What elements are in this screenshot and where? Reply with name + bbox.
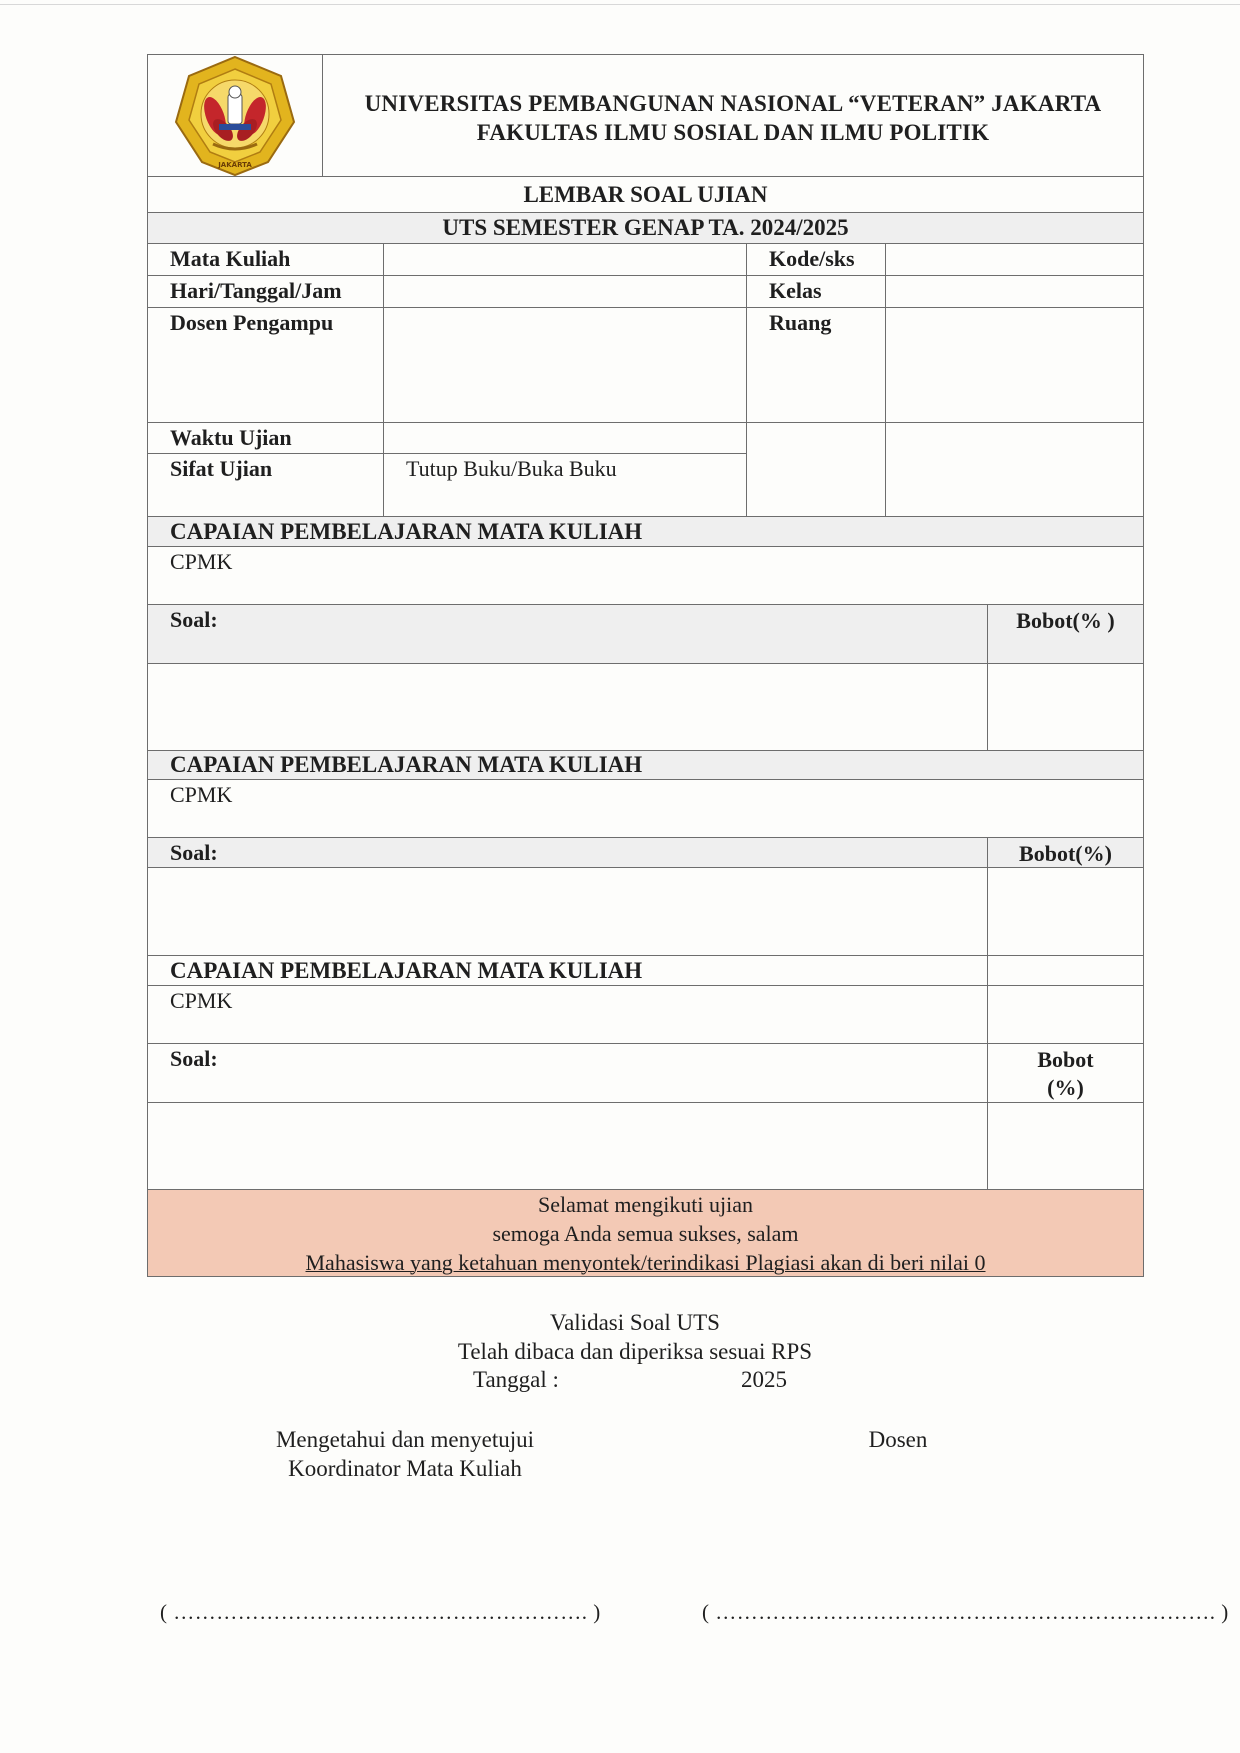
kelas-label: Kelas — [747, 276, 886, 307]
cpmk-label: CPMK — [170, 549, 233, 574]
closing-line-2: semoga Anda semua sukses, salam — [492, 1220, 799, 1246]
blank-cell — [988, 986, 1143, 1043]
soal-answer-area[interactable] — [148, 1103, 988, 1189]
kelas-value[interactable] — [886, 276, 1143, 307]
hari-tanggal-jam-value[interactable] — [384, 276, 747, 307]
soal-answer-area[interactable] — [148, 868, 988, 955]
section-title-text: CAPAIAN PEMBELAJARAN MATA KULIAH — [170, 518, 643, 544]
left-signature-label — [250, 1425, 560, 1483]
form-title-row — [148, 177, 1143, 213]
blank-cell-2 — [886, 423, 1143, 516]
bobot-label: Bobot (%) — [1037, 1047, 1094, 1100]
header-title-cell — [323, 55, 1143, 176]
right-signature-blank: ( ……………………………………………………………. ) — [702, 1600, 1229, 1624]
university-name: UNIVERSITAS PEMBANGUNAN NASIONAL “VETERAN” JAKARTA — [364, 90, 1102, 116]
info-row-hari — [148, 276, 1143, 308]
waktu-sifat-labels — [148, 423, 384, 516]
bobot-label: Bobot(% ) — [1016, 608, 1115, 633]
svg-text:JAKARTA: JAKARTA — [218, 160, 252, 169]
left-signature-blank: ( …………………………………………………. ) — [160, 1600, 601, 1624]
page-top-rule — [0, 4, 1240, 5]
kode-sks-value[interactable] — [886, 244, 1143, 275]
bobot-value[interactable] — [988, 868, 1143, 955]
info-row-waktu-sifat — [148, 423, 1143, 517]
plagiarism-warning: Mahasiswa yang ketahuan menyontek/terindikasi Plagiasi akan di beri nilai 0 — [305, 1249, 986, 1275]
soal-body-row-2 — [148, 868, 1143, 956]
waktu-sifat-values — [384, 423, 747, 516]
soal-header-row-1 — [148, 605, 1143, 664]
bobot-label: Bobot(%) — [1019, 841, 1112, 866]
cpmk-section-title-1 — [148, 517, 1143, 547]
ruang-label: Ruang — [747, 308, 886, 422]
kode-sks-label: Kode/sks — [747, 244, 886, 275]
soal-label: Soal: — [148, 838, 988, 867]
logo-cell — [148, 55, 323, 176]
cpmk-section-title-3 — [148, 956, 1143, 986]
left-signature-line-2: Koordinator Mata Kuliah — [288, 1456, 522, 1481]
university-seal-icon — [173, 54, 297, 178]
tanggal-label: Tanggal : — [473, 1367, 559, 1392]
faculty-name: FAKULTAS ILMU SOSIAL DAN ILMU POLITIK — [476, 119, 990, 145]
soal-header-row-3 — [148, 1044, 1143, 1103]
exam-form — [147, 54, 1144, 1277]
blank-cell — [988, 956, 1143, 985]
cpmk-row-3 — [148, 986, 1143, 1044]
closing-line-1: Selamat mengikuti ujian — [537, 1191, 754, 1217]
soal-body-row-1 — [148, 664, 1143, 751]
dosen-pengampu-label: Dosen Pengampu — [148, 308, 384, 422]
sifat-ujian-label: Sifat Ujian — [170, 456, 273, 481]
bobot-value[interactable] — [988, 1103, 1143, 1189]
cpmk-label: CPMK — [148, 986, 988, 1043]
closing-message — [148, 1190, 1143, 1276]
cpmk-label: CPMK — [170, 782, 233, 807]
validation-subtitle: Telah dibaca dan diperiksa sesuai RPS — [457, 1339, 813, 1364]
info-row-dosen — [148, 308, 1143, 423]
hari-tanggal-jam-label: Hari/Tanggal/Jam — [148, 276, 384, 307]
cpmk-row-2 — [148, 780, 1143, 838]
sifat-ujian-value: Tutup Buku/Buka Buku — [406, 456, 617, 481]
form-subtitle: UTS SEMESTER GENAP TA. 2024/2025 — [442, 215, 849, 240]
bobot-value[interactable] — [988, 664, 1143, 750]
section-title-text: CAPAIAN PEMBELAJARAN MATA KULIAH — [148, 956, 988, 985]
soal-label: Soal: — [148, 1044, 988, 1102]
mata-kuliah-label: Mata Kuliah — [148, 244, 384, 275]
header-row — [148, 55, 1143, 177]
right-signature-label: Dosen — [868, 1427, 928, 1452]
dosen-pengampu-value[interactable] — [384, 308, 747, 422]
waktu-ujian-value[interactable] — [384, 423, 746, 454]
mata-kuliah-value[interactable] — [384, 244, 747, 275]
cpmk-section-title-2 — [148, 751, 1143, 780]
form-subtitle-row — [148, 213, 1143, 244]
info-row-mata-kuliah — [148, 244, 1143, 276]
tanggal-year: 2025 — [741, 1367, 787, 1392]
ruang-value[interactable] — [886, 308, 1143, 422]
waktu-ujian-label: Waktu Ujian — [148, 423, 383, 454]
soal-label: Soal: — [148, 605, 988, 663]
validation-block — [0, 1308, 1240, 1366]
cpmk-row-1 — [148, 547, 1143, 605]
validation-title: Validasi Soal UTS — [550, 1310, 720, 1335]
form-title: LEMBAR SOAL UJIAN — [523, 181, 768, 207]
blank-cell-1 — [747, 423, 886, 516]
section-title-text: CAPAIAN PEMBELAJARAN MATA KULIAH — [170, 752, 643, 777]
soal-answer-area[interactable] — [148, 664, 988, 750]
soal-header-row-2 — [148, 838, 1143, 868]
soal-body-row-3 — [148, 1103, 1143, 1190]
left-signature-line-1: Mengetahui dan menyetujui — [275, 1427, 535, 1452]
